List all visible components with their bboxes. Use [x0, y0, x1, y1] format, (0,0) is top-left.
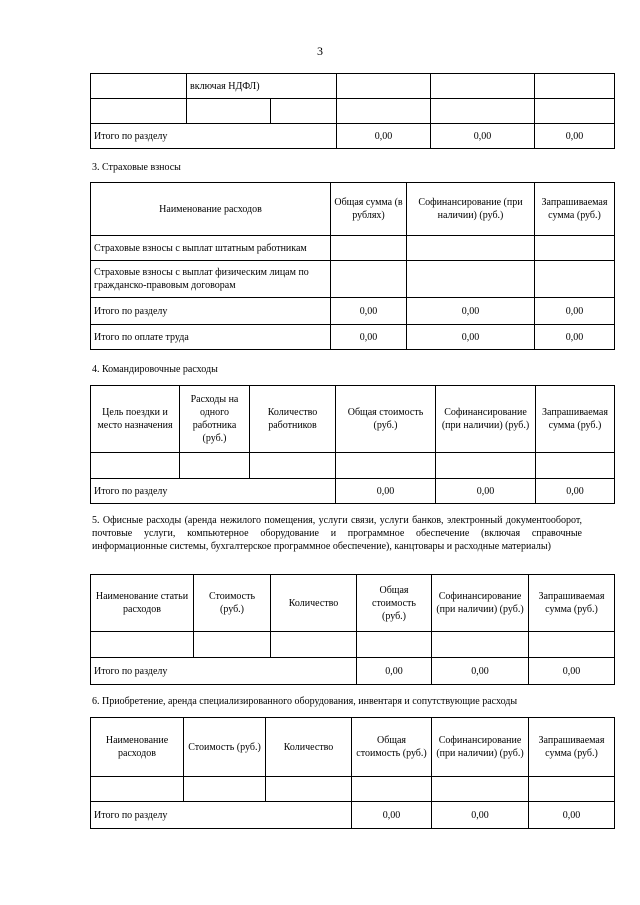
total-value: 0,00 [529, 658, 615, 685]
column-header: Стоимость (руб.) [194, 575, 271, 632]
row-label: Страховые взносы с выплат штатным работникам [91, 236, 331, 261]
table-row-total [91, 325, 615, 350]
total-label: Итого по разделу [91, 124, 337, 149]
page-number: 3 [317, 44, 323, 58]
total-value: 0,00 [536, 479, 615, 504]
table-header-row [91, 575, 615, 632]
column-header: Количество [271, 575, 357, 632]
column-header: Стоимость (руб.) [184, 718, 266, 777]
total-value: 0,00 [529, 802, 615, 829]
total-label: Итого по разделу [91, 658, 357, 685]
table-row-total [91, 658, 615, 685]
total-value: 0,00 [431, 124, 535, 149]
total-value: 0,00 [331, 298, 407, 325]
column-header: Количество [266, 718, 352, 777]
total-value: 0,00 [535, 325, 615, 350]
total-label: Итого по разделу [91, 298, 331, 325]
column-header: Софинансирование (при наличии) (руб.) [432, 575, 529, 632]
total-value: 0,00 [432, 802, 529, 829]
column-header: Общая стоимость (руб.) [336, 386, 436, 453]
section-heading: 4. Командировочные расходы [92, 364, 218, 375]
table-row [91, 453, 615, 479]
table-salary-continuation [90, 73, 615, 149]
table-row-total [91, 802, 615, 829]
total-label: Итого по оплате труда [91, 325, 331, 350]
column-header: Софинансирование (при наличии) (руб.) [432, 718, 529, 777]
table-row-total [91, 124, 615, 149]
column-header: Софинансирование (при наличии) (руб.) [407, 183, 535, 236]
total-value: 0,00 [407, 325, 535, 350]
table-equipment [90, 717, 615, 829]
table-row-total [91, 298, 615, 325]
section-heading: 3. Страховые взносы [92, 162, 181, 173]
total-value: 0,00 [407, 298, 535, 325]
table-header-row [91, 386, 615, 453]
total-value: 0,00 [432, 658, 529, 685]
total-label: Итого по разделу [91, 802, 352, 829]
table-row [91, 777, 615, 802]
column-header: Запрашиваемая сумма (руб.) [535, 183, 615, 236]
column-header: Наименование расходов [91, 183, 331, 236]
column-header: Запрашиваемая сумма (руб.) [536, 386, 615, 453]
table-insurance [90, 182, 615, 350]
row-label: Страховые взносы с выплат физическим лицам по гражданско-правовым договорам [91, 261, 331, 298]
section-heading: 6. Приобретение, аренда специализированного оборудования, инвентаря и сопутствующие расходы [92, 696, 518, 707]
column-header: Запрашиваемая сумма (руб.) [529, 718, 615, 777]
total-value: 0,00 [352, 802, 432, 829]
column-header: Запрашиваемая сумма (руб.) [529, 575, 615, 632]
table-cell: включая НДФЛ) [187, 74, 337, 99]
total-label: Итого по разделу [91, 479, 336, 504]
table-row [91, 236, 615, 261]
column-header: Цель поездки и место назначения [91, 386, 180, 453]
table-row [91, 632, 615, 658]
total-value: 0,00 [336, 479, 436, 504]
table-office [90, 574, 615, 685]
total-value: 0,00 [331, 325, 407, 350]
table-travel [90, 385, 615, 504]
section-heading: 5. Офисные расходы (аренда нежилого помещения, услуги связи, услуги банков, электронный документооборот, почтовые услуги, компьютерное оборудование и программное обеспечение (включая справочные информационные системы, бухгалтерское программное обеспечение), канцтовары и расходные материалы) [92, 515, 582, 552]
total-value: 0,00 [436, 479, 536, 504]
column-header: Количество работников [250, 386, 336, 453]
total-value: 0,00 [337, 124, 431, 149]
table-row-total [91, 479, 615, 504]
column-header: Общая сумма (в рублях) [331, 183, 407, 236]
table-header-row [91, 718, 615, 777]
table-row [91, 261, 615, 298]
total-value: 0,00 [357, 658, 432, 685]
column-header: Общая стоимость (руб.) [357, 575, 432, 632]
total-value: 0,00 [535, 124, 615, 149]
table-header-row [91, 183, 615, 236]
column-header: Расходы на одного работника (руб.) [180, 386, 250, 453]
column-header: Софинансирование (при наличии) (руб.) [436, 386, 536, 453]
total-value: 0,00 [535, 298, 615, 325]
column-header: Общая стоимость (руб.) [352, 718, 432, 777]
column-header: Наименование расходов [91, 718, 184, 777]
column-header: Наименование статьи расходов [91, 575, 194, 632]
